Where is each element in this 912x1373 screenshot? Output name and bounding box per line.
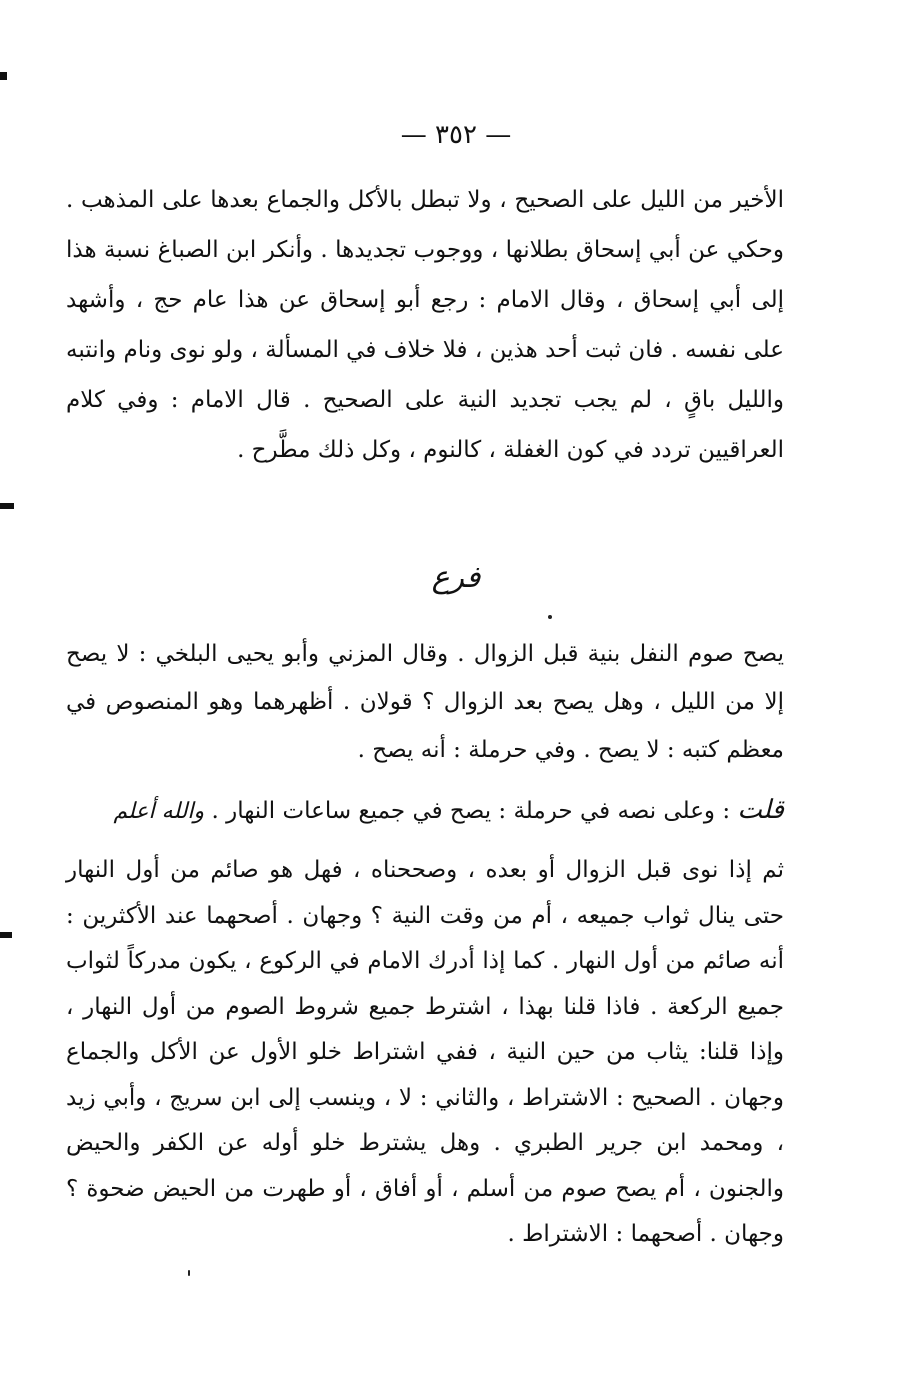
ink-dot: [188, 1270, 190, 1276]
note-text: : وعلى نصه في حرملة : يصح في جميع ساعات النهار .: [211, 798, 731, 824]
paragraph: الأخير من الليل على الصحيح ، ولا تبطل بالأكل والجماع بعدها على المذهب . وحكي عن أبي إسحاق بطلانها ، ووجوب تجديدها . وأنكر ابن الصباغ نسبة هذا إلى أبي إسحاق ، وقال الامام : رجع أبو إسحاق عن هذا عام حج ، وأشهد على نفسه . فان ثبت أحد هذين ، فلا خلاف في المسألة ، ولو نوى ونام وانتبه والليل باقٍ ، لم يجب تجديد النية على الصحيح . قال الامام : وفي كلام العراقيين تردد في كون الغفلة ، كالنوم ، وكل ذلك مطَّرح .: [66, 187, 784, 463]
margin-mark: [0, 503, 14, 509]
paragraph: يصح صوم النفل بنية قبل الزوال . وقال المزني وأبو يحيى البلخي : لا يصح إلا من الليل ، وهل يصح بعد الزوال ؟ قولان . أظهرهما وهو المنصوص في معظم كتبه : لا يصح . وفي حرملة : أنه يصح .: [66, 641, 784, 763]
ink-dot: [548, 615, 552, 619]
section-heading: فرع: [431, 560, 481, 595]
margin-mark: [0, 72, 7, 80]
page-number: — ٣٥٢ —: [400, 120, 512, 150]
margin-mark: [0, 932, 12, 938]
editor-note: [66, 785, 784, 837]
paragraph: ثم إذا نوى قبل الزوال أو بعده ، وصححناه ، فهل هو صائم من أول النهار حتى ينال ثواب جميعه ، أم من وقت النية ؟ وجهان . أصحهما عند الأكثرين : أنه صائم من أول النهار . كما إذا أدرك الامام في الركوع ، يكون مدركاً لثواب جميع الركعة . فاذا قلنا بهذا ، اشترط جميع شروط الصوم من أول النهار ، وإذا قلنا: يثاب من حين النية ، ففي اشتراط خلو الأول عن الأكل والجماع وجهان . الصحيح : الاشتراط ، والثاني : لا ، وينسب إلى ابن سريج ، وأبي زيد ، ومحمد ابن جرير الطبري . وهل يشترط خلو أوله عن الكفر والحيض والجنون ، أم يصح صوم من أسلم ، أو أفاق ، أو طهرت من الحيض ضحوة ؟ وجهان . أصحهما : الاشتراط .: [66, 857, 784, 1247]
note-label: قلت: [737, 795, 784, 825]
handwritten-annotation: والله أعلم: [113, 799, 205, 824]
